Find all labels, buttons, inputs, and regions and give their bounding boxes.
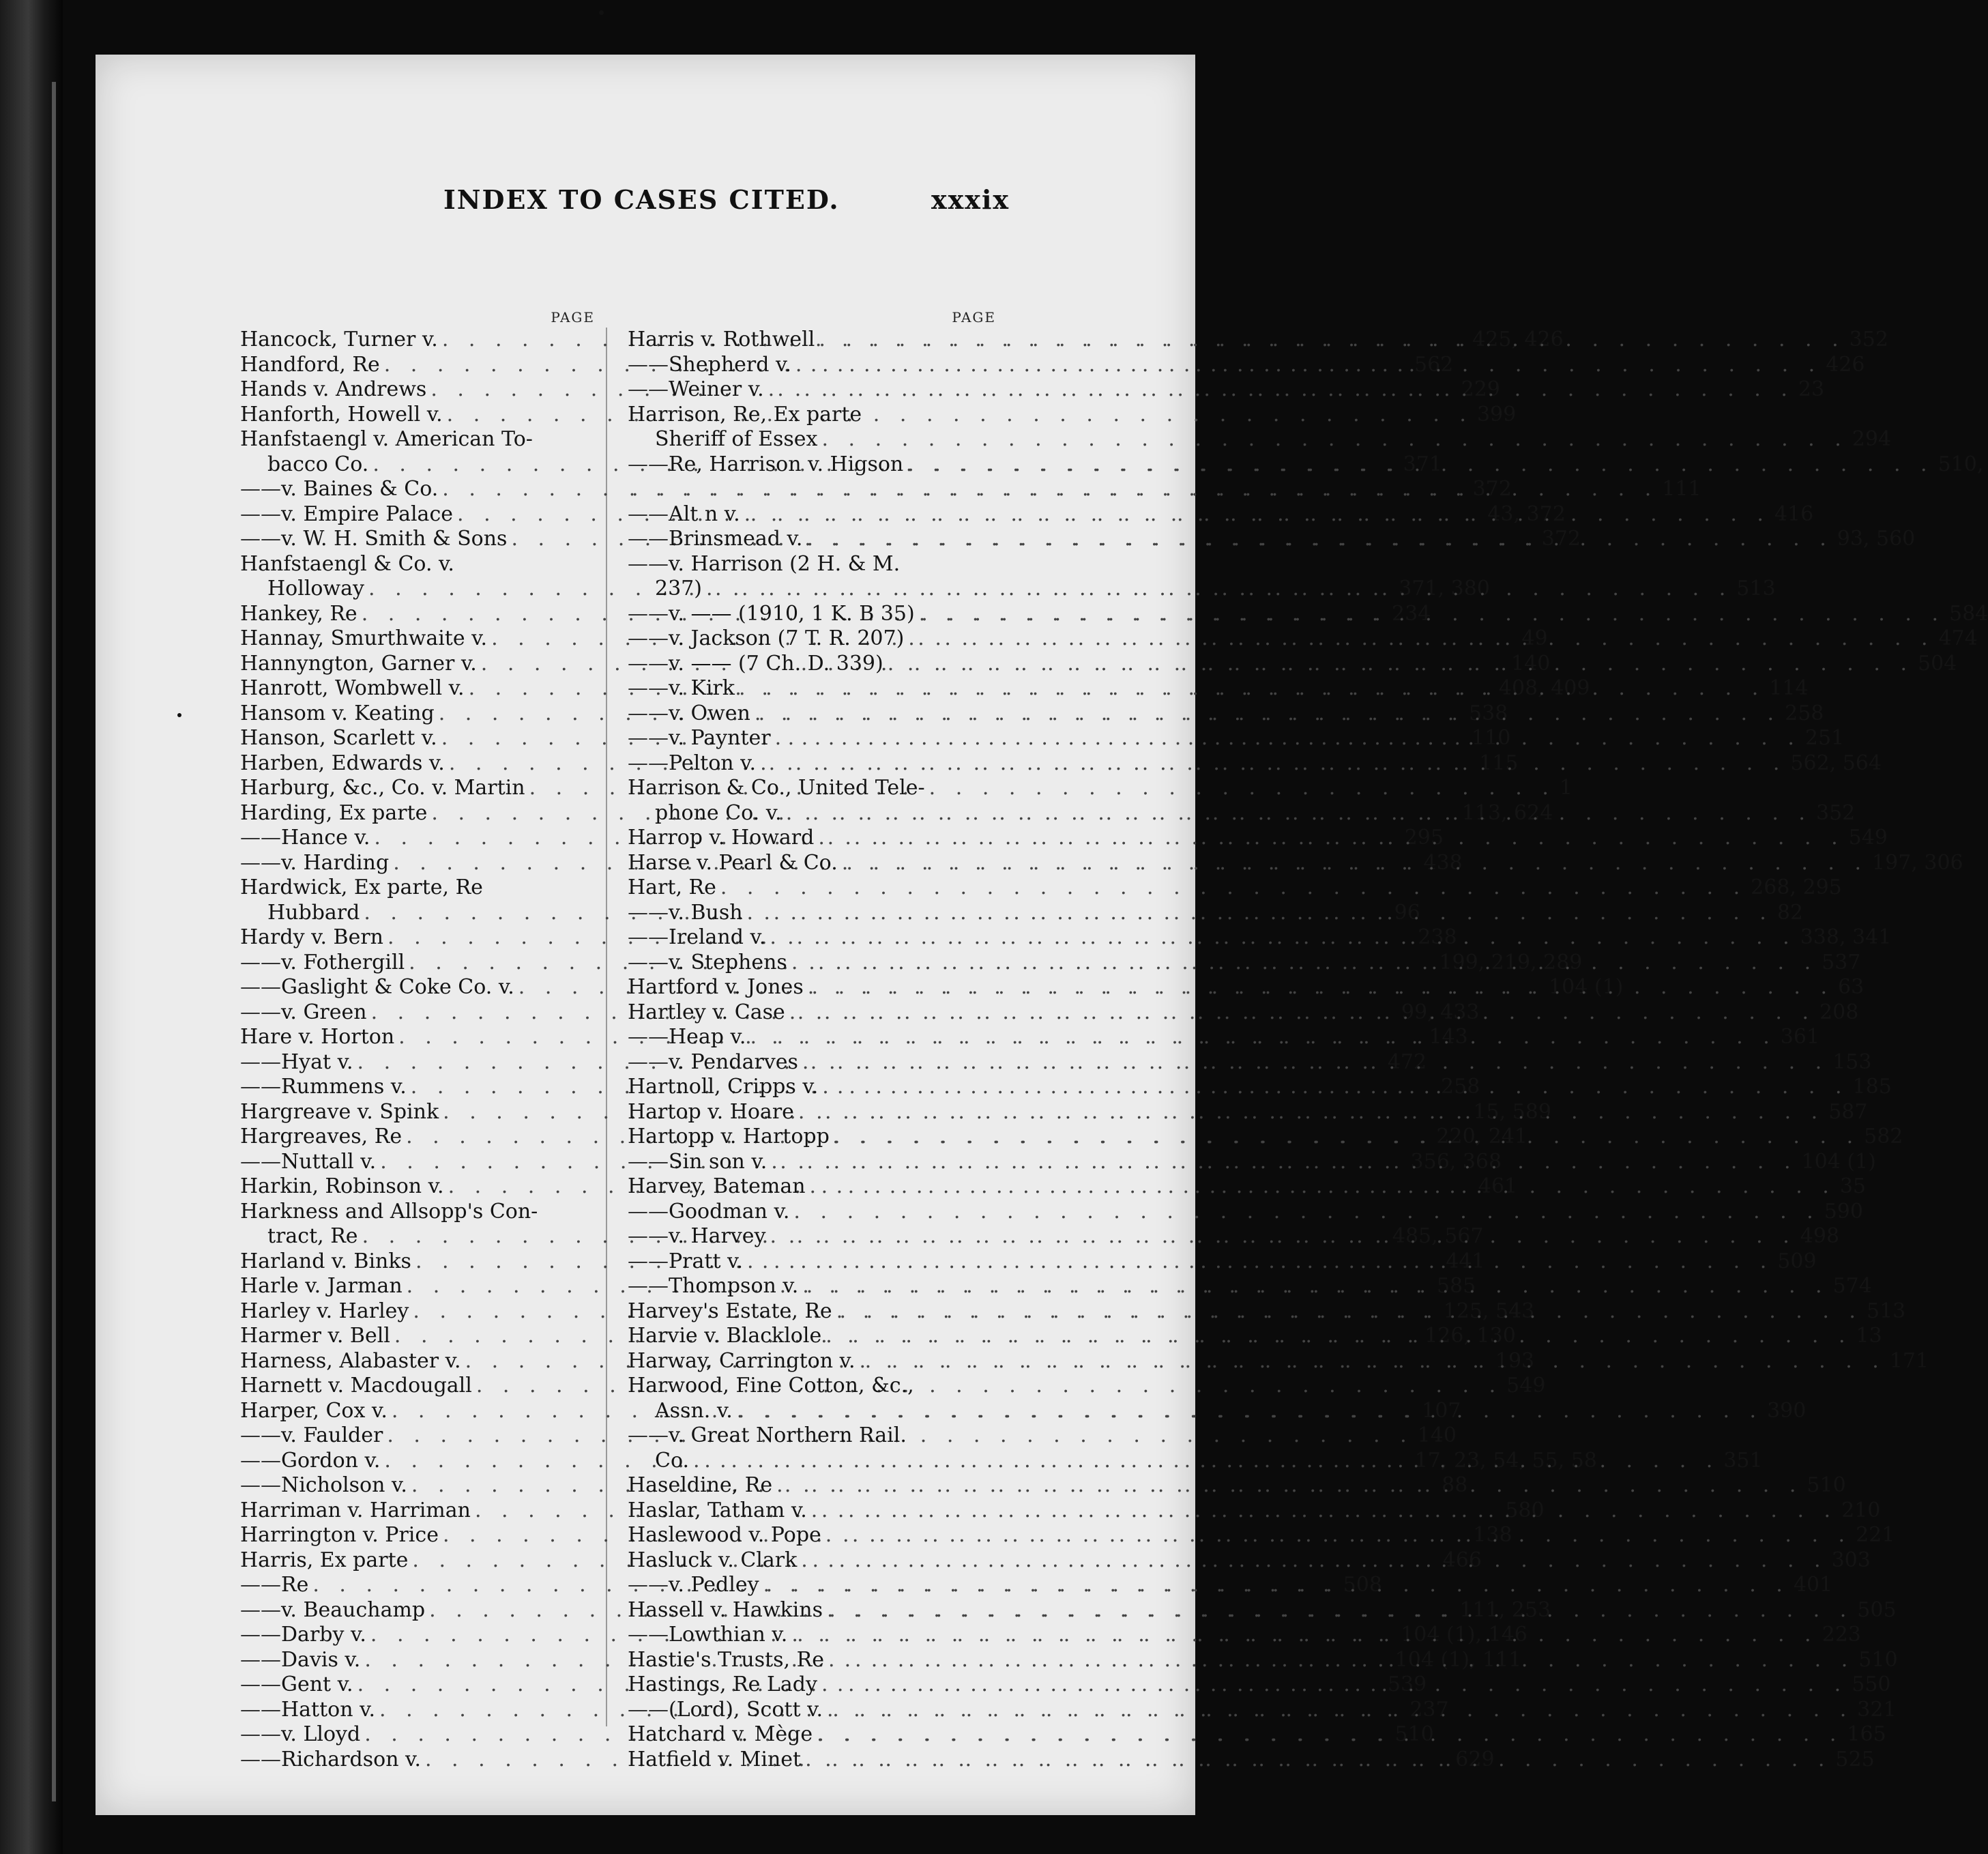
case-name: Hasluck v. Clark <box>628 1548 798 1572</box>
case-name: —— v. —— (1910, 1 K. B 35) <box>628 602 915 627</box>
page-ref: 549 <box>1506 1374 1546 1397</box>
page-ref: 43, 372 <box>1487 502 1566 526</box>
leader-dots <box>785 1000 1819 1026</box>
case-name: Hanfstaengl v. American To- <box>240 427 533 451</box>
leader-dots <box>767 1150 1801 1175</box>
leader-dots <box>743 1249 1777 1275</box>
case-name: Harrison, Re, Ex parte <box>628 402 862 426</box>
case-name: —— v. Fothergill <box>240 951 405 976</box>
page-ref: 549 <box>1848 826 1888 850</box>
case-name: Hastie's Trusts, Re <box>628 1647 824 1672</box>
page-ref: 111, 253 <box>1459 1597 1551 1622</box>
case-name: Haslar, Tatham v. <box>628 1498 807 1522</box>
case-name: —— Hyat v. <box>240 1050 353 1075</box>
case-name: —— v. Kirk <box>628 676 735 701</box>
case-name: —— Gordon v. <box>240 1449 380 1474</box>
leader-dots <box>883 652 1918 677</box>
page-ref: 115 <box>1479 751 1519 775</box>
case-name: Hands v. Andrews <box>240 377 427 401</box>
page-ref: 35 <box>1839 1174 1867 1198</box>
page-ref: 574 <box>1832 1274 1872 1298</box>
index-entry <box>628 1374 996 1399</box>
page-ref: 96 <box>1394 900 1420 925</box>
ink-speck <box>599 10 604 15</box>
leader-dots <box>765 925 1800 951</box>
case-name: Hannyngton, Garner v. <box>240 651 477 676</box>
case-name: Harness, Alabaster v. <box>240 1348 461 1373</box>
leader-dots <box>787 951 1822 976</box>
leader-dots <box>702 577 1736 602</box>
case-name: Harkness and Allsopp's Con- <box>240 1199 538 1223</box>
index-entry <box>628 427 1892 452</box>
case-name: —— Weiner v. <box>628 377 764 403</box>
case-name: Holloway <box>267 577 364 600</box>
case-name: Hansom v. Keating <box>240 701 435 725</box>
page-ref: 15, 589 <box>1473 1099 1551 1124</box>
book-spine <box>0 0 63 1854</box>
case-name: —— v. W. H. Smith & Sons <box>240 527 507 552</box>
case-name: Hargreave v. Spink <box>240 1099 439 1124</box>
index-entry <box>240 1200 595 1225</box>
case-name: —— Gaslight & Coke Co. v. <box>240 975 514 1000</box>
page-ref: 438 <box>1423 850 1463 875</box>
case-name: —— Pelton v. <box>628 751 756 777</box>
page-ref: 104 (1) <box>1801 1149 1876 1174</box>
leader-dots <box>821 1523 1856 1548</box>
page-ref: 303 <box>1831 1548 1871 1572</box>
case-name: Hastings, Re Lady <box>628 1672 817 1696</box>
page-ref: 585 <box>1436 1274 1476 1298</box>
page-ref: 268, 295 <box>1751 875 1842 899</box>
page-ref: 234 <box>1391 601 1431 626</box>
case-name: —— Hance v. <box>240 826 370 851</box>
case-name: —— v. Harding <box>240 851 389 876</box>
page-ref: 165 <box>1847 1722 1886 1746</box>
case-name: —— v. Pendarves <box>628 1050 798 1075</box>
leader-dots <box>903 452 1938 478</box>
index-entry <box>628 552 996 577</box>
case-name: —— v. Lloyd <box>240 1722 360 1748</box>
case-name: Harkin, Robinson v. <box>240 1174 444 1198</box>
page-ref: 114 <box>1769 676 1809 700</box>
case-name: Hartford v. Jones <box>628 975 804 999</box>
case-name: —— Davis v. <box>240 1648 360 1673</box>
leader-dots <box>801 1748 1835 1773</box>
leader-dots <box>746 1025 1780 1050</box>
case-name: —— Hatton v. <box>240 1698 375 1723</box>
leader-dots <box>716 875 1751 901</box>
index-entry <box>240 477 1512 502</box>
page-ref: 1 <box>1559 776 1573 800</box>
page-ref: 466 <box>1442 1548 1482 1572</box>
case-name: Hankey, Re <box>240 601 357 626</box>
leader-dots <box>733 1399 1767 1424</box>
page-ref: 104 (1) <box>1549 975 1624 999</box>
leader-dots <box>838 851 1872 876</box>
page-ref: 510 <box>1394 1722 1434 1746</box>
page-ref: 461 <box>1478 1174 1518 1198</box>
page-ref: 550 <box>1852 1672 1891 1696</box>
page-ref: 185 <box>1852 1075 1892 1099</box>
page-ref: 107 <box>1422 1398 1461 1423</box>
index-entry <box>628 1423 996 1449</box>
index-entry <box>628 776 996 801</box>
case-name: Harway, Carrington v. <box>628 1348 856 1373</box>
leader-dots <box>915 602 1949 627</box>
page-ref: 125, 543 <box>1443 1299 1535 1323</box>
page-ref: 140 <box>1511 651 1551 676</box>
case-name: Hatchard v. Mège <box>628 1722 813 1746</box>
case-name: 237) <box>655 577 702 600</box>
leader-dots <box>759 1573 1794 1598</box>
case-name: —— v. Beauchamp <box>240 1598 425 1623</box>
leader-dots <box>832 1299 1867 1324</box>
case-name: —— Thompson v. <box>628 1274 798 1299</box>
case-name: —— Ireland v. <box>628 925 765 951</box>
page-ref: 441 <box>1446 1249 1485 1273</box>
case-name: Harper, Cox v. <box>240 1398 388 1423</box>
leader-dots <box>802 527 1837 552</box>
page-ref: 562, 564 <box>1790 751 1882 775</box>
page-ref: 629 <box>1455 1747 1495 1771</box>
case-name: —— Lowthian v. <box>628 1623 787 1648</box>
case-name: Hanrott, Wombwell v. <box>240 676 465 700</box>
case-name: Harris, Ex parte <box>240 1548 409 1572</box>
page-ref: 537 <box>1822 950 1861 974</box>
page-ref: 390 <box>1767 1398 1807 1423</box>
case-name: —— Re <box>240 1573 308 1598</box>
page-ref: 582 <box>1864 1125 1903 1148</box>
case-name: Hartnoll, Cripps v. <box>628 1075 819 1099</box>
case-name: Hardwick, Ex parte, Re <box>240 875 483 899</box>
page-ref: 153 <box>1832 1049 1872 1074</box>
case-name: —— Brinsmead v. <box>628 527 802 552</box>
page-ref: 525 <box>1835 1747 1875 1771</box>
case-name: —— v. Pedley <box>628 1573 759 1598</box>
leader-dots <box>804 975 1838 1000</box>
leader-dots <box>818 1075 1852 1100</box>
page-column-label: PAGE <box>952 309 996 325</box>
book-page <box>96 55 1988 1815</box>
case-name: —— v. —— (7 Ch. D. 339) <box>628 652 883 677</box>
page-ref: 88 <box>1442 1473 1468 1497</box>
index-entry <box>240 875 595 901</box>
page-ref: 485, 567 <box>1392 1224 1484 1248</box>
page-title: INDEX TO CASES CITED. <box>443 184 840 215</box>
page-ref: 138 <box>1473 1523 1512 1547</box>
case-name: Harrop v. Howard <box>628 826 815 850</box>
page-ref: 352 <box>1815 800 1856 825</box>
case-name: —— Gent v. <box>240 1672 353 1698</box>
leader-dots <box>628 477 1662 502</box>
leader-dots <box>815 328 1849 353</box>
page-ref: 371 <box>1403 452 1442 476</box>
case-name: Hargreaves, Re <box>240 1125 403 1148</box>
page-ref: 509 <box>1777 1249 1817 1273</box>
case-name: Harmer v. Bell <box>240 1324 390 1348</box>
case-name: Harnett v. Macdougall <box>240 1374 472 1397</box>
case-name: —— Nuttall v. <box>240 1150 376 1175</box>
margin-mark <box>177 713 181 717</box>
leader-dots <box>856 1349 1890 1374</box>
leader-dots <box>817 427 1852 452</box>
page-ref: 580 <box>1505 1498 1545 1522</box>
page-ref: 587 <box>1828 1099 1868 1124</box>
page-ref: 294 <box>1852 427 1892 451</box>
leader-dots <box>823 1598 1857 1623</box>
case-name: Assn. v. <box>655 1398 733 1423</box>
page-ref: 361 <box>1780 1025 1820 1049</box>
case-name: Harley v. Harley <box>240 1299 409 1323</box>
page-ref: 251 <box>1804 726 1845 750</box>
page-ref: 513 <box>1736 577 1776 600</box>
page-ref: 237 <box>1409 1697 1449 1722</box>
running-header <box>96 184 1195 225</box>
page-ref: 510, <box>1938 452 1984 476</box>
leader-dots <box>797 1548 1831 1574</box>
left-page-edge <box>52 82 56 1801</box>
page-ref: 199, 219, 289 <box>1439 950 1583 974</box>
page-ref: 23 <box>1798 377 1825 401</box>
page-column-label: PAGE <box>551 309 595 325</box>
leader-dots <box>813 1722 1847 1748</box>
case-name: Hannay, Smurthwaite v. <box>240 626 488 650</box>
page-ref: 238 <box>1418 925 1457 949</box>
leader-dots <box>904 626 1938 652</box>
case-name: Hartop v. Hoare <box>628 1099 794 1124</box>
case-name: —— Heap v. <box>628 1025 746 1050</box>
case-name: —— v. Green <box>240 1000 367 1026</box>
leader-dots <box>689 1449 1723 1474</box>
case-name: Hassell v. Hawkins <box>628 1597 823 1622</box>
page-ref: 504 <box>1918 651 1957 676</box>
leader-dots <box>814 826 1848 851</box>
case-name: —— Darby v. <box>240 1623 366 1648</box>
page-ref: 258 <box>1441 1075 1480 1099</box>
leader-dots <box>821 1324 1856 1349</box>
index-entry <box>240 552 595 577</box>
page-ref: 63 <box>1838 975 1865 999</box>
case-name: Harburg, &c., Co. v. Martin <box>240 776 525 800</box>
case-name: Harriman v. Harriman <box>240 1498 471 1522</box>
leader-dots <box>772 1473 1807 1498</box>
page-ref: 17, 23, 54, 55, 58 <box>1414 1448 1597 1473</box>
leader-dots <box>782 801 1816 826</box>
page-ref: 498 <box>1800 1224 1840 1248</box>
case-name: —— Re, Harrison v. Higson <box>628 452 903 478</box>
leader-dots <box>806 1174 1840 1200</box>
leader-dots <box>787 1623 1822 1648</box>
page-ref: 93, 560 <box>1837 527 1916 551</box>
leader-dots <box>830 1125 1864 1150</box>
case-name: Co. <box>655 1448 690 1473</box>
page-ref: 143 <box>1429 1025 1468 1049</box>
case-name: Hart, Re <box>628 875 716 899</box>
case-name: Harle v. Jarman <box>240 1274 403 1298</box>
case-name: Harvie v. Blacklole <box>628 1324 822 1348</box>
leader-dots <box>766 1224 1800 1249</box>
page-ref: 104 (1), 146 <box>1401 1623 1527 1647</box>
index-entry <box>628 875 1842 901</box>
page-ref: 562 <box>1414 352 1454 377</box>
page-ref: 210 <box>1841 1498 1881 1522</box>
leader-dots <box>823 1698 1857 1723</box>
case-name: —— v. Harrison (2 H. & M. <box>628 552 900 577</box>
case-name: Harvey's Estate, Re <box>628 1299 832 1323</box>
case-name: —— v. Empire Palace <box>240 502 453 527</box>
case-name: —— Nicholson v. <box>240 1473 407 1498</box>
case-name: —— Alt n v. <box>628 502 740 527</box>
page-ref: 111 <box>1662 477 1701 501</box>
page-ref: 220, 241 <box>1436 1125 1527 1148</box>
case-name: Harland v. Binks <box>240 1249 411 1273</box>
page-ref: 113, 624 <box>1461 800 1553 825</box>
case-name: —— v. Stephens <box>628 951 787 976</box>
case-name: Harwood, Fine Cotton, &c., <box>628 1374 914 1397</box>
page-ref: 321 <box>1857 1697 1897 1722</box>
case-name: Haslewood v. Pope <box>628 1523 821 1547</box>
page-ref: 221 <box>1856 1523 1895 1547</box>
case-name: Hatfield v. Minet <box>628 1747 802 1771</box>
page-ref: 258 <box>1785 701 1824 725</box>
case-name: Harse v. Pearl & Co. <box>628 850 838 875</box>
case-name: —— Sin son v. <box>628 1150 767 1175</box>
page-ref: 510 <box>1807 1473 1846 1497</box>
leader-dots <box>789 1200 1824 1225</box>
page-ref: 197, 306 <box>1872 850 1963 875</box>
index-entry <box>240 427 595 452</box>
case-name: Hanfstaengl & Co. v. <box>240 551 454 576</box>
case-name: —— (Lord), Scott v. <box>628 1698 823 1723</box>
case-name: —— v. Jackson (7 T. R. 207) <box>628 626 904 652</box>
case-name: phone Co. v. <box>655 800 782 825</box>
case-name: —— v. Baines & Co. <box>240 477 438 502</box>
index-entry <box>628 403 996 428</box>
page-ref: 82 <box>1777 900 1804 925</box>
leader-dots <box>735 676 1769 701</box>
case-name: —— Shepherd v. <box>628 353 791 378</box>
page-ref: 584 <box>1949 601 1988 626</box>
page-ref: 126, 130 <box>1424 1324 1516 1348</box>
case-name: —— v. Owen <box>628 701 750 727</box>
page-ref: 372 <box>1472 477 1512 501</box>
page-ref: 539 <box>1387 1672 1427 1696</box>
leader-dots <box>798 1274 1832 1299</box>
page-ref: 171 <box>1889 1348 1929 1373</box>
leader-dots <box>756 751 1790 777</box>
case-name: —— v. Bush <box>628 901 743 926</box>
case-name: —— Richardson v. <box>240 1748 421 1773</box>
page-ref: 399 <box>1476 402 1517 426</box>
page-ref: 229 <box>1461 377 1500 401</box>
page-ref: 193 <box>1495 1348 1535 1373</box>
case-name: Harding, Ex parte <box>240 800 428 825</box>
page-ref: 508 <box>1343 1573 1382 1597</box>
index-entry <box>628 1199 1863 1225</box>
case-name: —— Pratt v. <box>628 1249 743 1275</box>
page-ref: 110 <box>1472 726 1511 750</box>
case-name: Hartley v. Case <box>628 1000 785 1024</box>
page-ref: 338, 341 <box>1800 925 1892 949</box>
page-ref: 590 <box>1824 1199 1863 1223</box>
page-ref: 351 <box>1723 1448 1763 1473</box>
leader-dots <box>807 1498 1841 1524</box>
page-ref: 505 <box>1857 1597 1897 1622</box>
leader-dots <box>798 1050 1832 1075</box>
page-ref: 513 <box>1866 1299 1906 1323</box>
page-ref: 49 <box>1521 626 1548 650</box>
case-name: Harris v. Rothwell <box>628 328 815 351</box>
case-name: Harrison & Co., United Tele- <box>628 776 925 800</box>
page-ref: 408, 409 <box>1498 676 1590 700</box>
page-ref: 99, 433 <box>1401 1000 1480 1024</box>
case-name: bacco Co. <box>267 452 369 476</box>
case-name: —— v. Harvey <box>628 1224 766 1249</box>
leader-dots <box>791 353 1826 378</box>
case-name: —— v. Paynter <box>628 726 771 751</box>
case-name: Haseldine, Re <box>628 1473 773 1497</box>
case-name: Hanson, Scarlett v. <box>240 726 437 750</box>
case-name: Handford, Re <box>240 352 380 377</box>
leader-dots <box>750 701 1785 727</box>
case-name: —— Rummens v. <box>240 1075 407 1100</box>
page-ref: 510 <box>1858 1647 1898 1672</box>
case-name: Harvey, Bateman <box>628 1174 806 1198</box>
page-ref: 472 <box>1387 1049 1427 1074</box>
page-ref: 13 <box>1856 1324 1882 1348</box>
page-ref: 371, 380 <box>1399 577 1490 600</box>
case-name: —— v. Great Northern Rail. <box>628 1423 907 1449</box>
page-ref: 140 <box>1417 1423 1457 1447</box>
leader-dots <box>794 1100 1828 1125</box>
page-number: xxxix <box>931 184 1010 215</box>
leader-dots <box>771 726 1805 751</box>
page-ref: 356, 368 <box>1410 1149 1502 1174</box>
page-ref: 474 <box>1938 626 1978 650</box>
case-name: Hartopp v. Hartopp <box>628 1125 830 1148</box>
case-name: Harrington v. Price <box>240 1523 439 1547</box>
leader-dots <box>824 1648 1858 1673</box>
case-name: tract, Re <box>267 1224 358 1248</box>
leader-dots <box>743 901 1777 926</box>
case-name: Hanforth, Howell v. <box>240 402 443 426</box>
leader-dots <box>817 1672 1852 1698</box>
page-ref: 372 <box>1541 527 1581 551</box>
page-ref: 352 <box>1849 328 1888 351</box>
page-ref: 426 <box>1826 352 1865 377</box>
page-ref: 295 <box>1404 826 1444 850</box>
leader-dots <box>740 502 1774 527</box>
case-name: Hubbard <box>267 900 360 925</box>
page-ref: 223 <box>1822 1623 1861 1647</box>
page-ref: 425, 426 <box>1472 328 1564 351</box>
case-name: —— Goodman v. <box>628 1200 789 1225</box>
case-name: Hardy v. Bern <box>240 925 383 949</box>
case-name: Sheriff of Essex <box>655 427 818 451</box>
page-ref: 538 <box>1469 701 1508 725</box>
page-ref: 208 <box>1819 1000 1859 1024</box>
case-name: Hancock, Turner v. <box>240 328 438 351</box>
page-ref: 401 <box>1793 1573 1833 1597</box>
page-ref: 104 (1), 111 <box>1394 1647 1522 1672</box>
case-name: Hare v. Horton <box>240 1025 395 1049</box>
page-ref: 416 <box>1774 502 1814 526</box>
case-name: Harben, Edwards v. <box>240 751 445 775</box>
leader-dots <box>764 377 1798 403</box>
case-name: —— v. Faulder <box>240 1423 383 1449</box>
